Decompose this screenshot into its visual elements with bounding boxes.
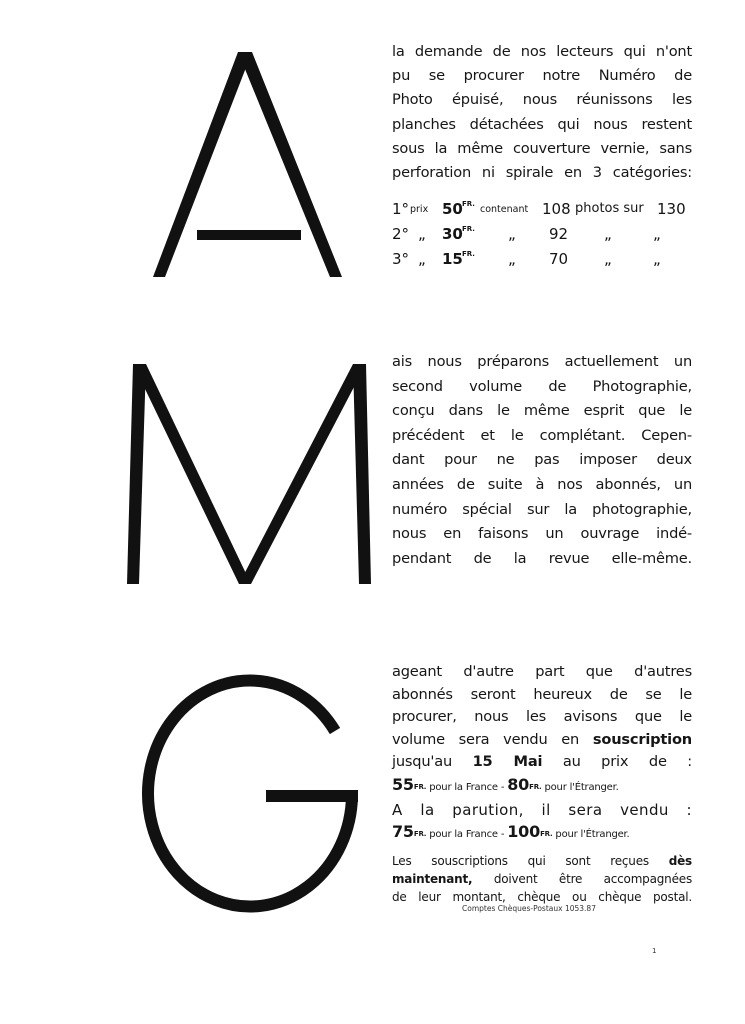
text-line: précédent et le complétant. Cepen- — [392, 426, 692, 444]
text-line: second volume de Photographie, — [392, 377, 692, 395]
subscription-price-abroad: 80 — [507, 774, 530, 794]
price-row — [392, 250, 692, 275]
photo-total: „ — [653, 250, 661, 268]
price-value: 30 — [442, 225, 463, 243]
text-line: abonnés seront heureux de se le — [392, 685, 692, 703]
photo-count: 70 — [549, 250, 569, 268]
price-unit: FR. — [462, 225, 475, 233]
text-line: pendant de la revue elle-même. — [392, 549, 692, 567]
svg-text:G: G — [128, 668, 129, 669]
text-line: jusqu'au 15 Mai au prix de : — [392, 753, 693, 770]
contenant-label: contenant — [480, 204, 529, 215]
photos-sur-label: „ — [604, 225, 612, 243]
price-row — [392, 225, 692, 250]
text-line: A la parution, il sera vendu : — [392, 800, 692, 819]
photos-sur-label: „ — [604, 250, 612, 268]
photo-count: 108 — [542, 200, 571, 218]
initial-letter-g — [128, 668, 368, 908]
text-line: ageant d'autre part que d'autres — [392, 663, 692, 680]
text-line: Photo épuisé, nous réunissons les — [392, 91, 692, 109]
souscription-emphasis: souscription — [592, 730, 692, 748]
photo-total: 130 — [657, 200, 686, 218]
price-row — [392, 200, 692, 225]
prix-label: „ — [418, 225, 426, 243]
text-line: années de suite à nos abonnés, un — [392, 475, 692, 493]
prix-label: „ — [418, 250, 426, 268]
initial-letter-m — [124, 364, 374, 586]
initial-letter-a — [148, 52, 348, 280]
paragraph-intro — [392, 40, 692, 185]
text-line: nous en faisons un ouvrage indé- — [392, 525, 692, 543]
text-line: de leur montant, chèque ou chèque postal. — [392, 890, 692, 904]
deadline-date: 15 Mai — [472, 753, 543, 770]
subscription-price-france: 55 — [392, 774, 414, 794]
publication-price-france: 75 — [392, 822, 414, 841]
rank: 2° — [392, 225, 410, 243]
text-line: planches détachées qui nous restent — [392, 115, 692, 133]
price-unit: FR. — [462, 250, 475, 258]
svg-text:A: A — [148, 52, 149, 53]
text-line: conçu dans le même esprit que le — [392, 402, 692, 420]
rank: 1° — [392, 200, 410, 218]
text-line: pu se procurer notre Numéro de — [392, 67, 692, 85]
photo-count: 92 — [549, 225, 569, 243]
text-line: ais nous préparons actuellement un — [392, 353, 692, 370]
publication-price-abroad: 100 — [507, 822, 541, 841]
contenant-label: „ — [508, 250, 516, 268]
svg-text:M: M — [124, 364, 125, 365]
text-line: sous la même couverture vernie, sans — [392, 139, 692, 157]
text-line: numéro spécial sur la photographie, — [392, 500, 692, 518]
text-line: volume sera vendu en souscription — [392, 730, 692, 748]
price-value: 50 — [442, 200, 463, 218]
publication-prices: $75^{FR.}$ pour la France - $100^{FR.}$ pour l'Étranger. — [392, 822, 630, 841]
text-line: dant pour ne pas imposer deux — [392, 451, 692, 469]
prix-label: prix — [410, 204, 429, 215]
photo-total: „ — [653, 225, 661, 243]
contenant-label: „ — [508, 225, 516, 243]
page-number: 1 — [652, 947, 657, 955]
price-table — [392, 200, 692, 275]
text-line: perforation ni spirale en 3 catégories: — [392, 164, 692, 182]
text-line: la demande de nos lecteurs qui n'ont — [392, 43, 692, 60]
text-line: procurer, nous les avisons que le — [392, 708, 692, 725]
paragraph-second-volume — [392, 350, 692, 571]
postal-account-note: Comptes Chèques-Postaux 1053.87 — [462, 904, 596, 913]
price-unit: FR. — [462, 200, 475, 208]
text-line: maintenant, doivent être accompagnées — [392, 872, 692, 886]
text-line: Les souscriptions qui sont reçues dès — [392, 854, 692, 868]
photos-sur-label: photos sur — [575, 201, 644, 216]
rank: 3° — [392, 250, 410, 268]
paragraph-subscription — [392, 661, 692, 906]
subscription-prices: $55^{FR.}$ pour la France - $80^{FR.}$ pour l'Étranger. — [392, 774, 619, 794]
price-value: 15 — [442, 250, 463, 268]
